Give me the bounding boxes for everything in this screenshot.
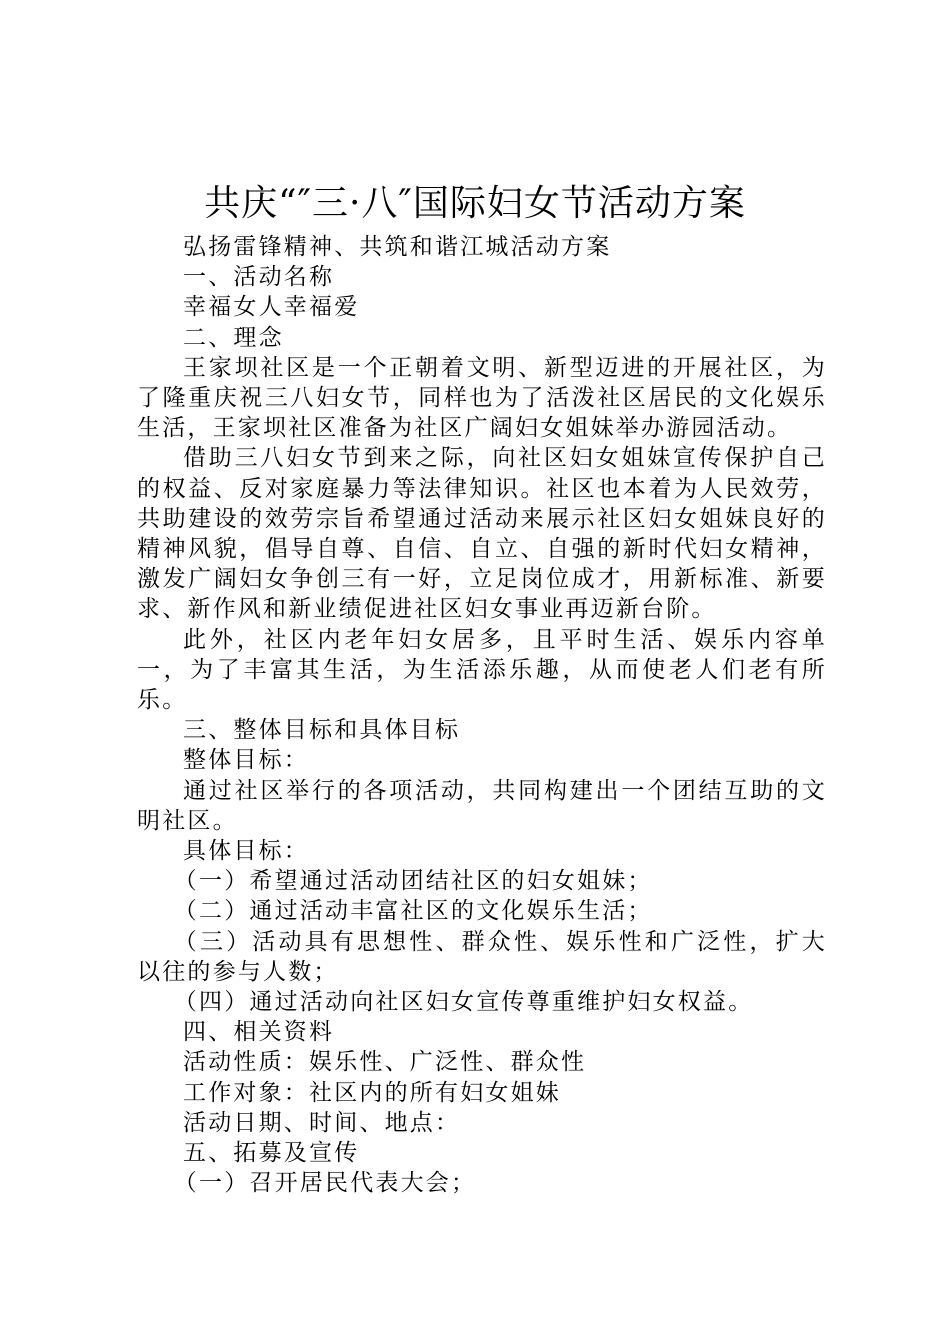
- document-title: 共庆“″三·八″国际妇女节活动方案: [204, 183, 746, 224]
- section-heading-2: 二、理念: [183, 324, 284, 351]
- paragraph-concept-3: 此外，社区内老年妇女居多，且平时生活、娱乐内容单一，为了丰富其生活，为生活添乐趣，从而使老人们老有所乐。: [137, 626, 827, 714]
- paragraph-specific-goal-label: 具体目标：: [183, 838, 309, 865]
- paragraph-subtitle: 弘扬雷锋精神、共筑和谐江城活动方案: [183, 234, 612, 260]
- section-heading-1: 一、活动名称: [183, 264, 335, 291]
- document-body: [137, 232, 827, 1199]
- paragraph-concept-2: 借助三八妇女节到来之际，向社区妇女姐妹宣传保护自己的权益、反对家庭暴力等法律知识。社区也本着为人民效劳，共助建设的效劳宗旨希望通过活动来展示社区妇女姐妹良好的精神风貌，倡导自尊、自信、自立、自强的新时代妇女精神，激发广阔妇女争创三有一好，立足岗位成才，用新标准、新要求、新作风和新业绩促进社区妇女事业再迈新台阶。: [137, 445, 827, 623]
- paragraph-work-target: 工作对象：社区内的所有妇女姐妹: [183, 1079, 561, 1106]
- paragraph-goal-item-2: （二）通过活动丰富社区的文化娱乐生活；: [173, 898, 653, 925]
- paragraph-concept-1: 王家坝社区是一个正朝着文明、新型迈进的开展社区，为了隆重庆祝三八妇女节，同样也为了活泼社区居民的文化娱乐生活，王家坝社区准备为社区广阔妇女姐妹举办游园活动。: [137, 354, 827, 442]
- section-heading-3: 三、整体目标和具体目标: [183, 717, 461, 744]
- paragraph-activity-nature: 活动性质：娱乐性、广泛性、群众性: [183, 1049, 587, 1076]
- paragraph-overall-goal-label: 整体目标：: [183, 747, 309, 774]
- paragraph-goal-item-3: （三）活动具有思想性、群众性、娱乐性和广泛性，扩大以往的参与人数；: [137, 928, 827, 985]
- paragraph-activity-name: 幸福女人幸福爱: [183, 294, 360, 321]
- section-heading-5: 五、拓募及宣传: [183, 1140, 360, 1167]
- section-heading-4: 四、相关资料: [183, 1019, 335, 1046]
- paragraph-promotion-item-1: （一）召开居民代表大会；: [173, 1170, 477, 1197]
- paragraph-date-time-place: 活动日期、时间、地点：: [183, 1109, 461, 1136]
- paragraph-goal-item-4: （四）通过活动向社区妇女宣传尊重维护妇女权益。: [173, 989, 754, 1016]
- paragraph-goal-item-1: （一）希望通过活动团结社区的妇女姐妹；: [173, 868, 653, 895]
- paragraph-overall-goal: 通过社区举行的各项活动，共同构建出一个团结互助的文明社区。: [137, 777, 827, 834]
